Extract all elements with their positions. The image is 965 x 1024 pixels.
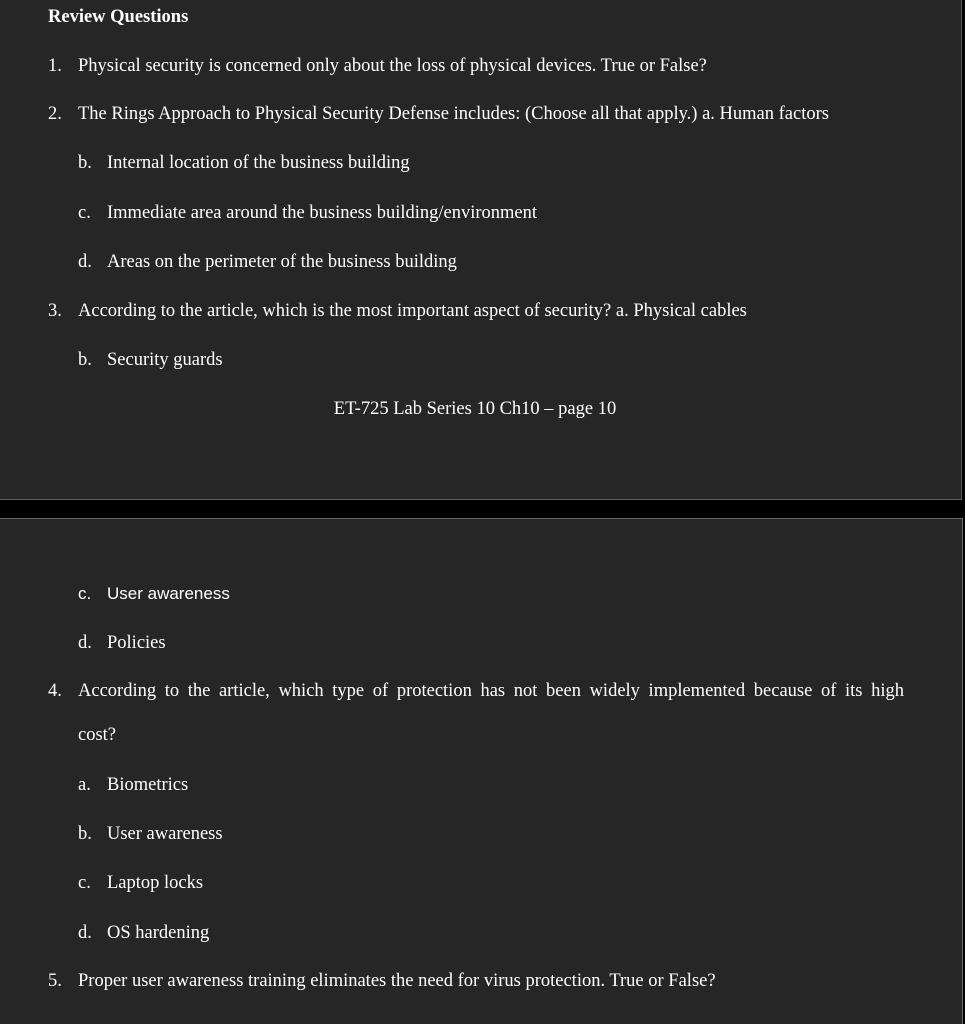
option-letter: d. bbox=[78, 633, 92, 653]
option-text: Biometrics bbox=[107, 775, 189, 795]
document-page-top bbox=[0, 0, 962, 500]
option-letter: c. bbox=[78, 584, 92, 603]
option-letter: b. bbox=[78, 350, 92, 370]
option-letter: c. bbox=[78, 873, 91, 893]
document-page-bottom bbox=[0, 518, 963, 1024]
option-letter: d. bbox=[78, 923, 92, 943]
option-letter: c. bbox=[78, 203, 91, 223]
section-title: Review Questions bbox=[48, 7, 189, 27]
answer-option bbox=[78, 922, 209, 944]
question-4-number: 4. bbox=[48, 681, 62, 701]
answer-option bbox=[78, 152, 410, 174]
option-text: Immediate area around the business building/environment bbox=[107, 203, 538, 223]
answer-option bbox=[78, 632, 166, 654]
question-4-text-line1: According to the article, which type of protection has not been widely implemented because of its high bbox=[78, 681, 904, 701]
answer-option bbox=[78, 349, 223, 371]
option-letter: b. bbox=[78, 824, 92, 844]
question-number: 5. bbox=[48, 971, 62, 991]
answer-option bbox=[78, 872, 203, 894]
option-text: OS hardening bbox=[107, 923, 210, 943]
option-text: User awareness bbox=[107, 584, 230, 603]
question-text: According to the article, which is the most important aspect of security? a. Physical cables bbox=[78, 301, 747, 321]
question-text: Physical security is concerned only about the loss of physical devices. True or False? bbox=[78, 56, 707, 76]
answer-option bbox=[78, 251, 457, 273]
answer-option bbox=[78, 774, 188, 796]
option-text: Internal location of the business building bbox=[107, 153, 410, 173]
question-number: 3. bbox=[48, 301, 62, 321]
option-text: Security guards bbox=[107, 350, 223, 370]
question-4-text-line2: cost? bbox=[78, 725, 117, 745]
option-text: Laptop locks bbox=[107, 873, 204, 893]
question-5 bbox=[48, 970, 716, 992]
question-text: Proper user awareness training eliminates the need for virus protection. True or False? bbox=[78, 971, 716, 991]
page-footer: ET-725 Lab Series 10 Ch10 – page 10 bbox=[333, 399, 617, 419]
question-1 bbox=[48, 55, 707, 77]
option-text: Policies bbox=[107, 633, 166, 653]
question-2 bbox=[48, 103, 829, 125]
answer-option bbox=[78, 823, 223, 845]
option-letter: b. bbox=[78, 153, 92, 173]
option-letter: a. bbox=[78, 775, 91, 795]
question-text: The Rings Approach to Physical Security Defense includes: (Choose all that apply.) a. Human factors bbox=[78, 104, 829, 124]
option-text: User awareness bbox=[107, 824, 223, 844]
question-number: 1. bbox=[48, 56, 62, 76]
answer-option bbox=[78, 202, 537, 224]
question-number: 2. bbox=[48, 104, 62, 124]
question-3 bbox=[48, 300, 747, 322]
answer-option bbox=[78, 583, 230, 605]
option-text: Areas on the perimeter of the business building bbox=[107, 252, 457, 272]
option-letter: d. bbox=[78, 252, 92, 272]
